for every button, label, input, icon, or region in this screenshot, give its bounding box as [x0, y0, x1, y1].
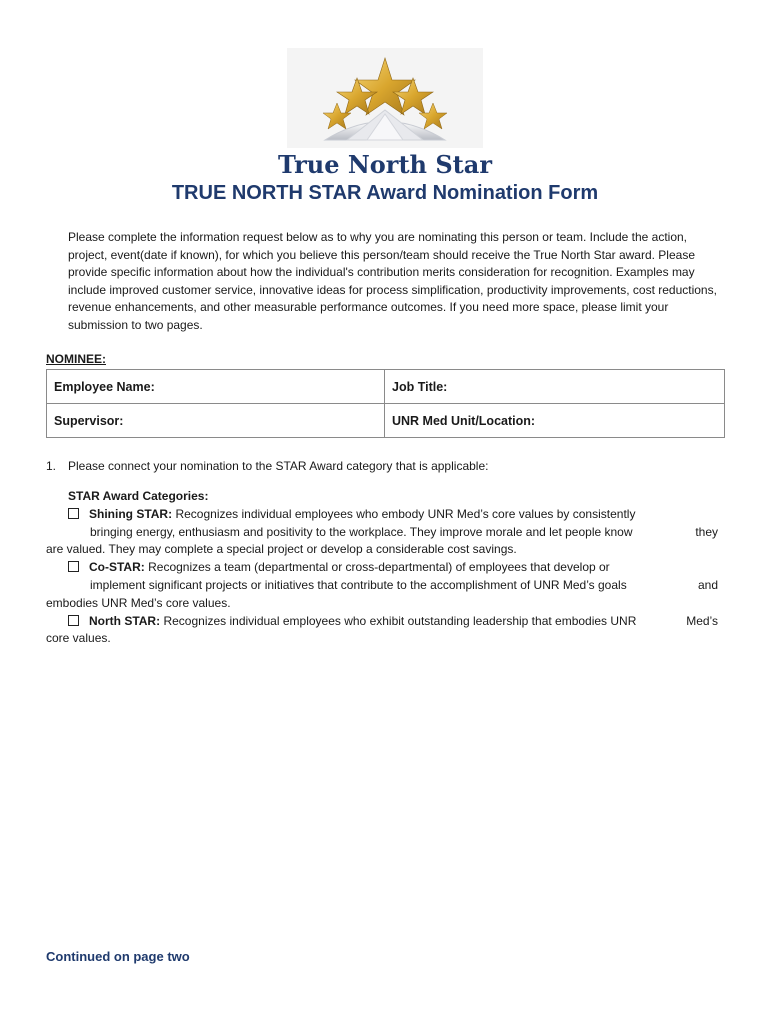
question-number: 1. — [46, 459, 57, 473]
category-name: North STAR: — [89, 613, 161, 628]
category-description: are valued. They may complete a special project or develop a considerable cost savings. — [46, 542, 517, 557]
job-title-field[interactable]: Job Title: — [385, 370, 725, 404]
stars-logo-icon — [287, 48, 483, 148]
table-row — [47, 370, 725, 404]
supervisor-field[interactable]: Supervisor: — [47, 404, 385, 438]
brand-name: True North Star — [278, 150, 492, 179]
category-description: they — [695, 524, 718, 539]
table-row — [47, 404, 725, 438]
category-name: Shining STAR: — [89, 506, 173, 521]
nominee-table — [46, 369, 725, 438]
page-title: TRUE NORTH STAR Award Nomination Form — [171, 182, 599, 204]
category-name: Co-STAR: — [89, 560, 145, 575]
question-text: Please connect your nomination to the STAR Award category that is applicable: — [68, 459, 489, 473]
category-description: embodies UNR Med’s core values. — [46, 595, 231, 610]
category-co-star — [46, 559, 718, 612]
question-1 — [46, 459, 488, 473]
employee-name-field[interactable]: Employee Name: — [47, 370, 385, 404]
shining-star-checkbox[interactable] — [68, 508, 79, 519]
category-description: implement significant projects or initiatives that contribute to the accomplishment of UNR Med’s goals — [90, 577, 627, 592]
category-description: bringing energy, enthusiasm and positivity to the workplace. They improve morale and let people know — [90, 524, 633, 539]
north-star-checkbox[interactable] — [68, 615, 79, 626]
logo — [287, 48, 483, 148]
intro-paragraph: Please complete the information request below as to why you are nominating this person or team. Include the action, project, event(date if known), for which you believe this person/team should receive the True North Star award. Please provide specific information about how the individual's contribution merits consideration for recognition. Examples may include improved customer service, innovative ideas for process simplification, productivity improvements, cost reductions, revenue enhancements, and other measurable performance outcomes. If you need more space, please limit your submission to two pages. — [68, 230, 717, 332]
category-description: Recognizes individual employees who embody UNR Med’s core values by consistently — [175, 506, 636, 521]
categories-heading: STAR Award Categories: — [68, 489, 209, 503]
category-description: Med’s — [686, 613, 718, 628]
category-description: and — [697, 577, 718, 592]
category-description: core values. — [46, 631, 111, 646]
continued-note: Continued on page two — [46, 949, 190, 964]
category-description: Recognizes a team (departmental or cross-departmental) of employees that develop or — [148, 560, 610, 575]
star-categories — [46, 488, 718, 648]
unit-location-field[interactable]: UNR Med Unit/Location: — [385, 404, 725, 438]
category-north-star — [46, 613, 718, 649]
co-star-checkbox[interactable] — [68, 561, 79, 572]
nominee-section-label: NOMINEE: — [46, 352, 106, 366]
category-shining-star — [46, 506, 718, 559]
category-description: Recognizes individual employees who exhibit outstanding leadership that embodies UNR — [163, 613, 637, 628]
